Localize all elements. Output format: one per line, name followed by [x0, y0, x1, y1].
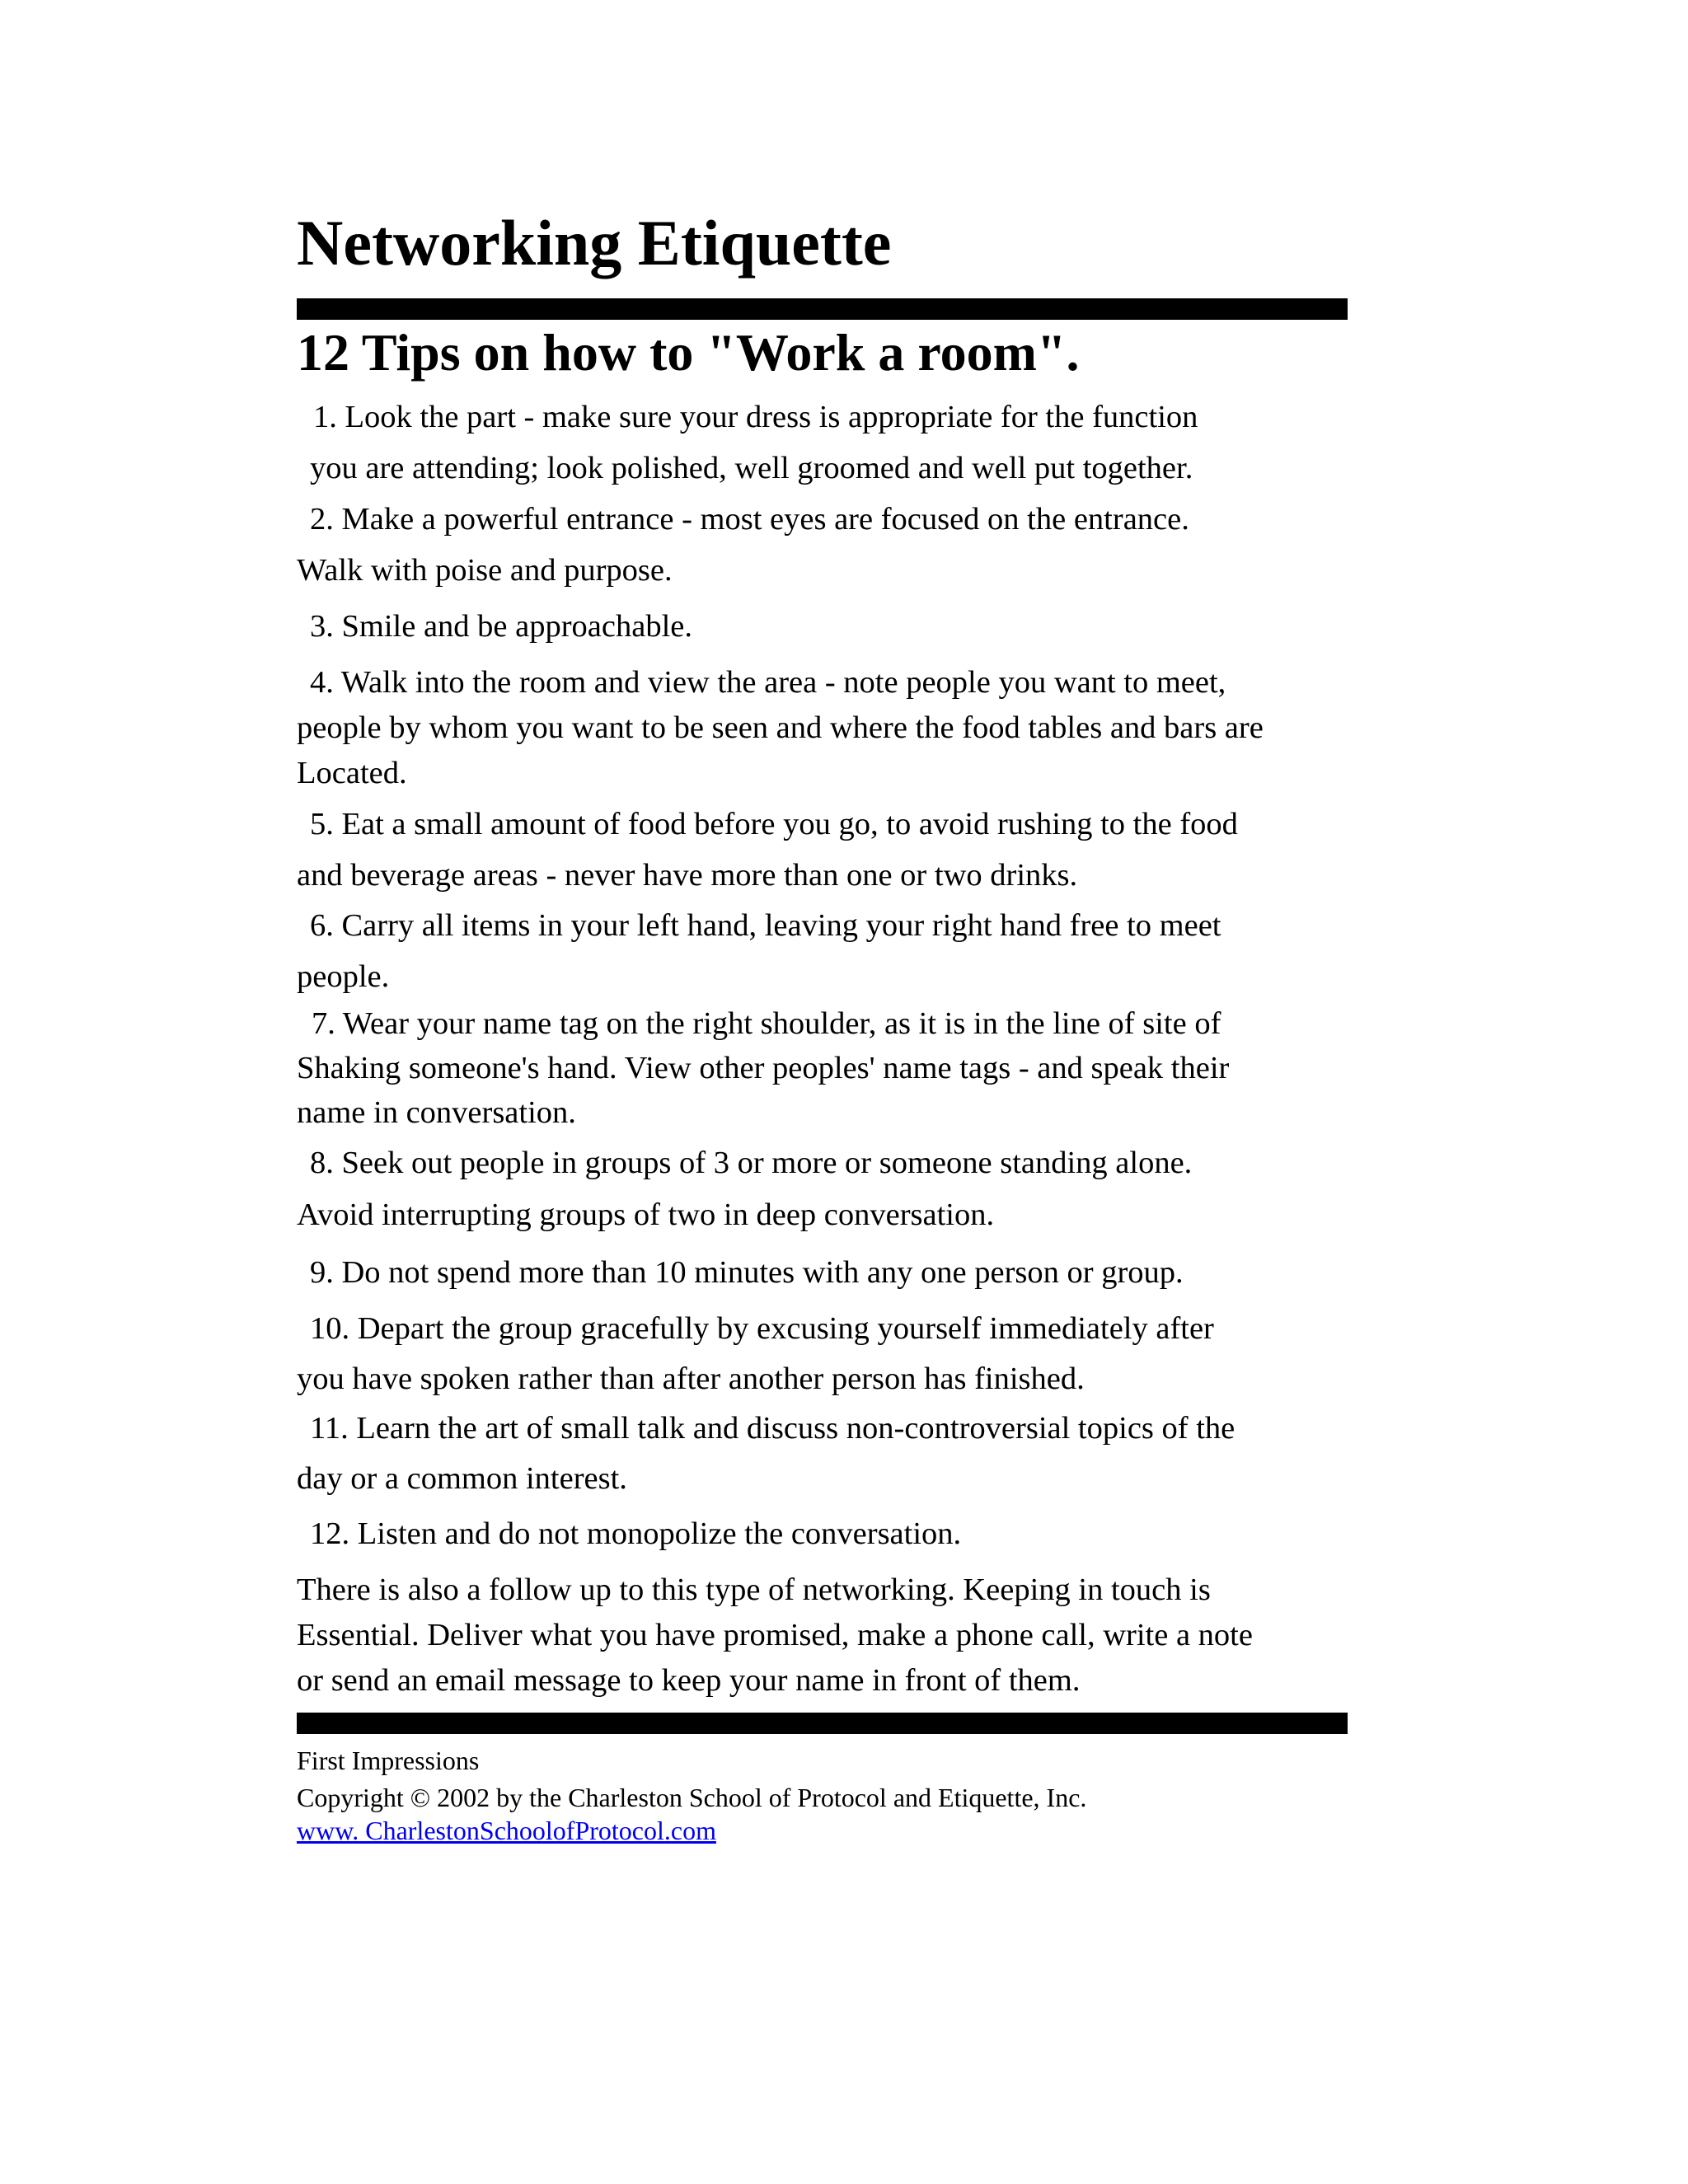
tip-10-line-2: you have spoken rather than after another person has finished.	[297, 1361, 1085, 1396]
tip-1-line-1: 1. Look the part - make sure your dress is appropriate for the function	[313, 400, 1198, 434]
tip-3-line-1: 3. Smile and be approachable.	[310, 609, 692, 644]
tip-6-line-1: 6. Carry all items in your left hand, leaving your right hand free to meet	[310, 908, 1221, 943]
tip-12-line-1: 12. Listen and do not monopolize the conversation.	[310, 1516, 962, 1551]
tip-11-line-2: day or a common interest.	[297, 1461, 627, 1496]
tip-11-line-1: 11. Learn the art of small talk and discuss non-controversial topics of the	[310, 1411, 1236, 1446]
tip-5-line-2: and beverage areas - never have more than one or two drinks.	[297, 858, 1078, 893]
tip-1-line-2: you are attending; look polished, well groomed and well put together.	[310, 451, 1193, 485]
tip-8-line-1: 8. Seek out people in groups of 3 or more or someone standing alone.	[310, 1146, 1193, 1180]
tip-6-line-2: people.	[297, 959, 390, 994]
tip-9-line-1: 9. Do not spend more than 10 minutes with any one person or group.	[310, 1255, 1184, 1290]
tip-4-line-3: Located.	[297, 756, 407, 790]
page-subtitle: 12 Tips on how to "Work a room".	[297, 323, 1080, 382]
footer-copyright: Copyright © 2002 by the Charleston School of Protocol and Etiquette, Inc.	[297, 1783, 1087, 1812]
tip-7-line-2: Shaking someone's hand. View other peoples' name tags - and speak their	[297, 1051, 1230, 1085]
closing-paragraph-line-2: Essential. Deliver what you have promised, make a phone call, write a note	[297, 1618, 1253, 1652]
tip-2-line-2: Walk with poise and purpose.	[297, 553, 673, 588]
bottom-divider-rule	[297, 1713, 1348, 1734]
tip-4-line-2: people by whom you want to be seen and where the food tables and bars are	[297, 710, 1264, 745]
page-title: Networking Etiquette	[297, 207, 892, 279]
tip-5-line-1: 5. Eat a small amount of food before you go, to avoid rushing to the food	[310, 807, 1238, 841]
tip-8-line-2: Avoid interrupting groups of two in deep conversation.	[297, 1197, 995, 1232]
tip-7-line-1: 7. Wear your name tag on the right shoulder, as it is in the line of site of	[312, 1006, 1221, 1041]
tip-2-line-1: 2. Make a powerful entrance - most eyes are focused on the entrance.	[310, 502, 1189, 537]
closing-paragraph-line-1: There is also a follow up to this type of networking. Keeping in touch is	[297, 1572, 1211, 1607]
tip-10-line-1: 10. Depart the group gracefully by excusing yourself immediately after	[310, 1311, 1214, 1346]
tip-7-line-3: name in conversation.	[297, 1095, 576, 1130]
footer-website-link[interactable]: www. CharlestonSchoolofProtocol.com	[297, 1816, 716, 1845]
tip-4-line-1: 4. Walk into the room and view the area - note people you want to meet,	[310, 665, 1226, 700]
closing-paragraph-line-3: or send an email message to keep your name in front of them.	[297, 1663, 1081, 1698]
footer-source: First Impressions	[297, 1746, 480, 1775]
top-divider-rule	[297, 298, 1348, 320]
